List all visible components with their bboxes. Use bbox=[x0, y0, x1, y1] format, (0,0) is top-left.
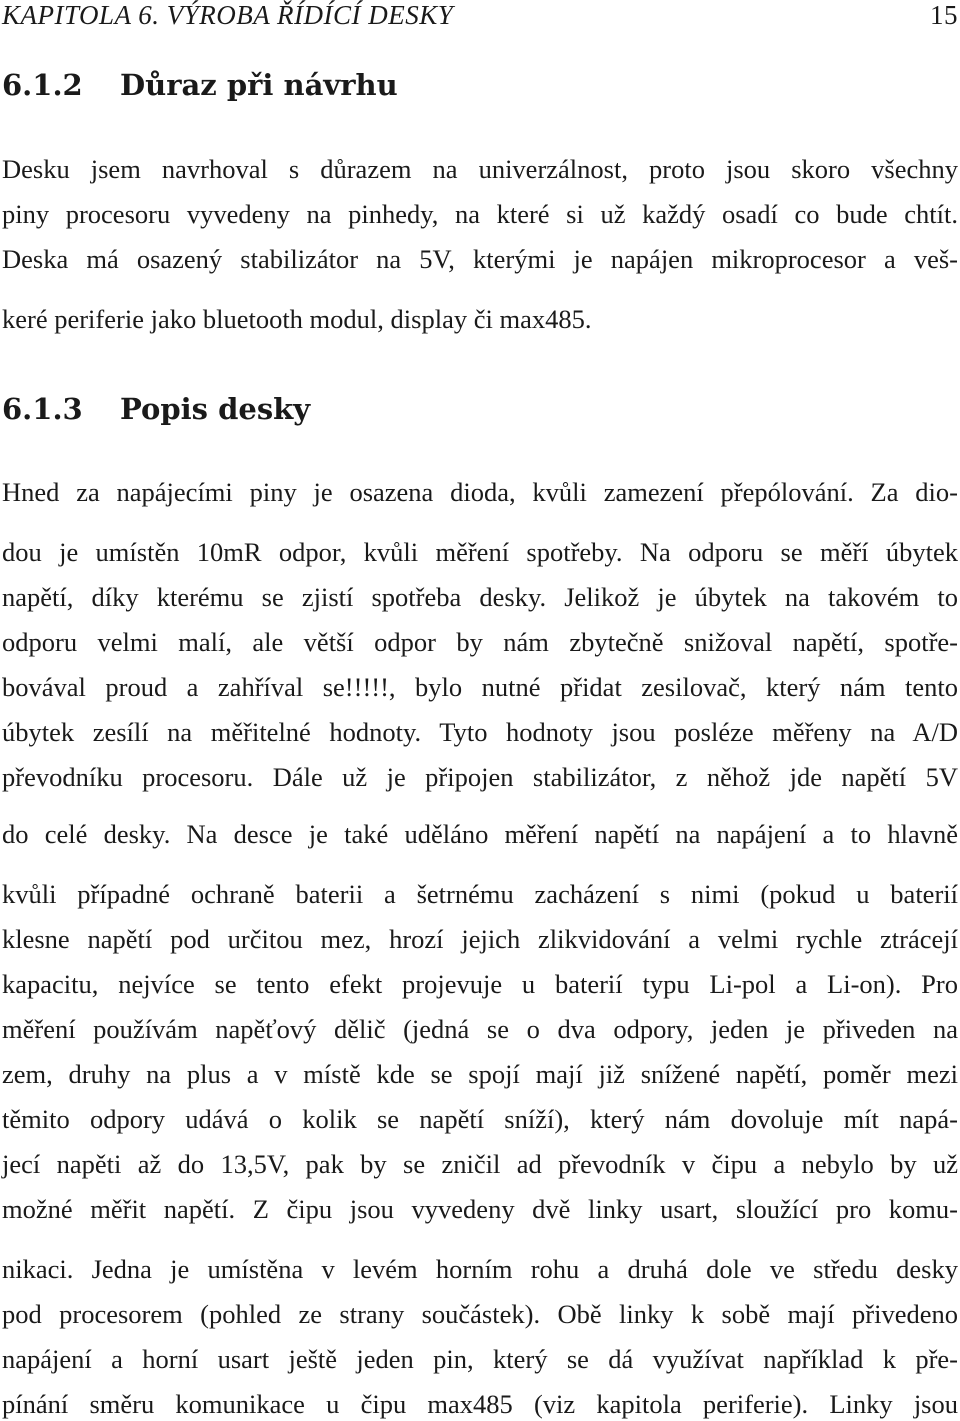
section-number: 6.1.2 bbox=[2, 68, 83, 102]
paragraph-line: keré periferie jako bluetooth modul, display či max485. bbox=[2, 304, 592, 334]
paragraph-line: úbytek zesílí na měřitelné hodnoty. Tyto hodnoty jsou posléze měřeny na A/D bbox=[2, 717, 958, 747]
paragraph-line: Hned za napájecími piny je osazena dioda, kvůli zamezení přepólování. Za dio- bbox=[2, 477, 958, 507]
paragraph-line: jecí napěti až do 13,5V, pak by se zničil ad převodník v čipu a nebylo by už bbox=[2, 1149, 958, 1179]
paragraph-line: piny procesoru vyvedeny na pinhedy, na které si už každý osadí co bude chtít. bbox=[2, 199, 958, 229]
paragraph-line: těmito odpory udává o kolik se napětí sníží), který nám dovoluje mít napá- bbox=[2, 1104, 958, 1134]
paragraph-line: odporu velmi malí, ale větší odpor by nám zbytečně snižoval napětí, spotře- bbox=[2, 627, 958, 657]
paragraph-line: nikaci. Jedna je umístěna v levém horním rohu a druhá dole ve středu desky bbox=[2, 1254, 958, 1284]
section-title: Důraz při návrhu bbox=[120, 68, 398, 102]
paragraph-line: klesne napětí pod určitou mez, hrozí jejich zlikvidování a velmi rychle ztrácejí bbox=[2, 924, 958, 954]
section-title: Popis desky bbox=[120, 392, 311, 426]
paragraph-line: kapacitu, nejvíce se tento efekt projevuje u baterií typu Li-pol a Li-on). Pro bbox=[2, 969, 958, 999]
chapter-title: KAPITOLA 6. VÝROBA ŘÍDÍCÍ DESKY bbox=[2, 0, 454, 30]
paragraph-line: kvůli případné ochraně baterii a šetrnému zacházení s nimi (pokud u baterií bbox=[2, 879, 958, 909]
paragraph-line: napájení a horní usart ještě jeden pin, který se dá využívat například k pře- bbox=[2, 1344, 958, 1374]
paragraph-line: bovával proud a zahříval se!!!!!, bylo nutné přidat zesilovač, který nám tento bbox=[2, 672, 958, 702]
paragraph-line: zem, druhy na plus a v místě kde se spojí mají již snížené napětí, poměr mezi bbox=[2, 1059, 958, 1089]
paragraph-line: měření používám napěťový dělič (jedná se o dva odpory, jeden je přiveden na bbox=[2, 1014, 958, 1044]
paragraph-line: pod procesorem (pohled ze strany součástek). Obě linky k sobě mají přivedeno bbox=[2, 1299, 958, 1329]
paragraph-line: Deska má osazený stabilizátor na 5V, kterými je napájen mikroprocesor a veš- bbox=[2, 244, 958, 274]
paragraph-line: do celé desky. Na desce je také uděláno měření napětí na napájení a to hlavně bbox=[2, 819, 958, 849]
section-heading-6-1-2 bbox=[2, 68, 398, 102]
paragraph-line: Desku jsem navrhoval s důrazem na univerzálnost, proto jsou skoro všechny bbox=[2, 154, 958, 184]
paragraph-line: možné měřit napětí. Z čipu jsou vyvedeny dvě linky usart, sloužící pro komu- bbox=[2, 1194, 958, 1224]
section-heading-6-1-3 bbox=[2, 392, 310, 426]
running-header bbox=[2, 0, 958, 34]
paragraph-line: pínání směru komunikace u čipu max485 (viz kapitola periferie). Linky jsou bbox=[2, 1389, 958, 1419]
paragraph-line: převodníku procesoru. Dále už je připojen stabilizátor, z něhož jde napětí 5V bbox=[2, 762, 958, 792]
page-number: 15 bbox=[930, 0, 958, 30]
paragraph-line: dou je umístěn 10mR odpor, kvůli měření spotřeby. Na odporu se měří úbytek bbox=[2, 537, 958, 567]
section-number: 6.1.3 bbox=[2, 392, 83, 426]
paragraph-line: napětí, díky kterému se zjistí spotřeba desky. Jelikož je úbytek na takovém to bbox=[2, 582, 958, 612]
